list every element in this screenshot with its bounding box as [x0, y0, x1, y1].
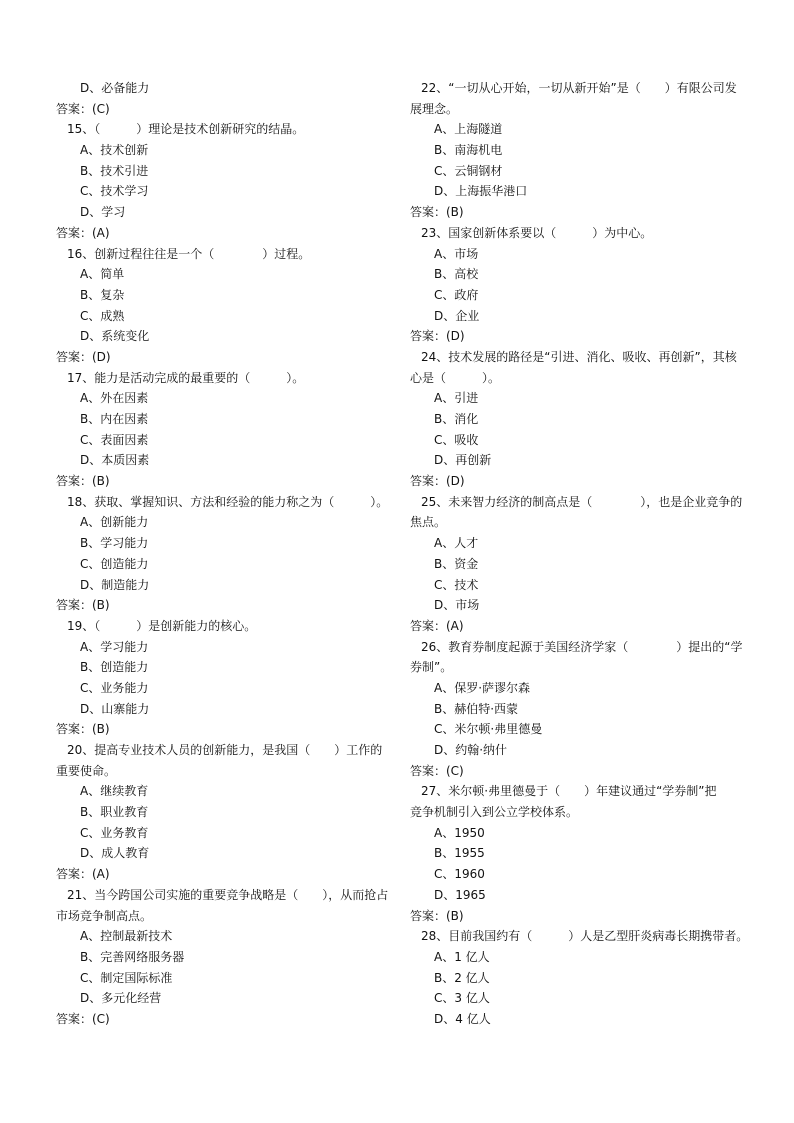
option-line: D、多元化经营: [80, 991, 162, 1006]
option-line: D、学习: [80, 205, 126, 220]
answer-line: 答案：(C): [56, 101, 110, 116]
option-line: A、人才: [434, 536, 479, 551]
answer-line: 答案：(B): [56, 598, 110, 613]
option-line: D、1965: [434, 887, 486, 902]
answer-line: 答案：(D): [56, 349, 111, 364]
question-line: 19、（ ）是创新能力的核心。: [67, 618, 257, 633]
option-line: D、约翰·纳什: [434, 743, 508, 757]
option-line: A、市场: [434, 246, 479, 261]
option-line: A、简单: [80, 267, 125, 282]
option-line: B、技术引进: [80, 163, 149, 178]
question-continuation-line: 竞争机制引入到公立学校体系。: [410, 805, 579, 820]
option-line: D、系统变化: [80, 329, 150, 344]
option-line: B、1955: [434, 846, 485, 861]
option-line: A、技术创新: [80, 143, 149, 158]
option-line: C、业务教育: [80, 825, 149, 840]
option-line: A、控制最新技术: [80, 929, 173, 944]
question-line: 23、国家创新体系要以（ ）为中心。: [421, 225, 653, 240]
option-line: D、制造能力: [80, 577, 150, 592]
option-line: C、制定国际标准: [80, 970, 173, 985]
option-line: C、政府: [434, 287, 479, 302]
option-line: B、资金: [434, 556, 479, 571]
answer-line: 答案：(A): [56, 867, 110, 882]
option-line: C、技术学习: [80, 184, 149, 199]
option-line: A、继续教育: [80, 784, 149, 799]
answer-line: 答案：(A): [410, 618, 464, 633]
question-line: 15、（ ）理论是技术创新研究的结晶。: [67, 122, 305, 137]
answer-line: 答案：(B): [410, 908, 464, 923]
question-continuation-line: 重要使命。: [56, 763, 117, 778]
option-line: A、引进: [434, 391, 479, 406]
answer-line: 答案：(C): [410, 763, 464, 778]
question-line: 17、能力是活动完成的最重要的（ ）。: [67, 370, 305, 385]
option-line: A、外在因素: [80, 391, 149, 406]
option-line: B、内在因素: [80, 412, 149, 426]
question-line: 20、提高专业技术人员的创新能力，是我国（ ）工作的: [67, 743, 383, 757]
question-continuation-line: 市场竞争制高点。: [56, 908, 153, 923]
option-line: C、成熟: [80, 308, 125, 323]
option-line: C、表面因素: [80, 432, 149, 447]
option-line: B、高校: [434, 267, 479, 282]
option-line: A、保罗·萨谬尔森: [434, 680, 531, 695]
option-line: C、技术: [434, 577, 479, 592]
answer-line: 答案：(C): [56, 1011, 110, 1026]
answer-line: 答案：(B): [56, 722, 110, 737]
option-line: A、1950: [434, 825, 485, 840]
question-line: 26、教育券制度起源于美国经济学家（ ）提出的“学: [421, 639, 743, 654]
answer-line: 答案：(A): [56, 225, 110, 240]
answer-line: 答案：(D): [410, 474, 465, 489]
option-line: C、业务能力: [80, 680, 149, 695]
answer-line: 答案：(D): [410, 329, 465, 344]
option-line: D、必备能力: [80, 81, 150, 95]
option-line: D、企业: [434, 308, 480, 323]
question-line: 28、目前我国约有（ ）人是乙型肝炎病毒长期携带者。: [421, 929, 749, 944]
question-line: 25、未来智力经济的制高点是（ ），也是企业竞争的: [421, 494, 743, 509]
option-line: D、再创新: [434, 453, 492, 468]
option-line: B、学习能力: [80, 536, 149, 551]
question-line: 21、当今跨国公司实施的重要竞争战略是（ ），从而抢占: [67, 887, 389, 902]
option-line: B、2 亿人: [434, 970, 490, 985]
option-line: B、消化: [434, 412, 479, 426]
option-line: C、3 亿人: [434, 991, 490, 1006]
option-line: D、上海振华港口: [434, 184, 528, 199]
option-line: C、云铜钢材: [434, 163, 503, 178]
question-line: 27、米尔顿·弗里德曼于（ ）年建议通过“学券制”把: [421, 784, 717, 799]
option-line: D、成人教育: [80, 846, 150, 861]
option-line: A、上海隧道: [434, 122, 503, 137]
option-line: A、创新能力: [80, 515, 149, 530]
answer-line: 答案：(B): [56, 474, 110, 489]
option-line: C、吸收: [434, 432, 479, 447]
left-column: [56, 78, 389, 1030]
option-line: B、创造能力: [80, 660, 149, 675]
question-continuation-line: 心是（ ）。: [410, 370, 501, 385]
option-line: C、米尔顿·弗里德曼: [434, 722, 543, 737]
option-line: A、学习能力: [80, 639, 149, 654]
option-line: B、复杂: [80, 287, 125, 302]
answer-line: 答案：(B): [410, 205, 464, 220]
right-column: [410, 78, 750, 1030]
option-line: B、完善网络服务器: [80, 949, 185, 964]
question-line: 22、“一切从心开始，一切从新开始”是（ ）有限公司发: [421, 81, 737, 95]
option-line: D、本质因素: [80, 453, 150, 468]
option-line: B、南海机电: [434, 143, 503, 158]
option-line: C、创造能力: [80, 556, 149, 571]
question-line: 18、获取、掌握知识、方法和经验的能力称之为（ ）。: [67, 494, 389, 509]
question-line: 16、创新过程往往是一个（ ）过程。: [67, 246, 311, 261]
option-line: D、山寨能力: [80, 701, 150, 716]
option-line: C、1960: [434, 867, 485, 882]
question-continuation-line: 展理念。: [410, 101, 459, 116]
option-line: D、4 亿人: [434, 1011, 491, 1026]
option-line: B、赫伯特·西蒙: [434, 701, 519, 716]
option-line: A、1 亿人: [434, 949, 490, 964]
question-continuation-line: 券制”。: [410, 660, 453, 675]
option-line: B、职业教育: [80, 805, 149, 820]
option-line: D、市场: [434, 598, 480, 613]
question-continuation-line: 焦点。: [410, 515, 447, 530]
question-line: 24、技术发展的路径是“引进、消化、吸收、再创新”，其核: [421, 349, 737, 364]
